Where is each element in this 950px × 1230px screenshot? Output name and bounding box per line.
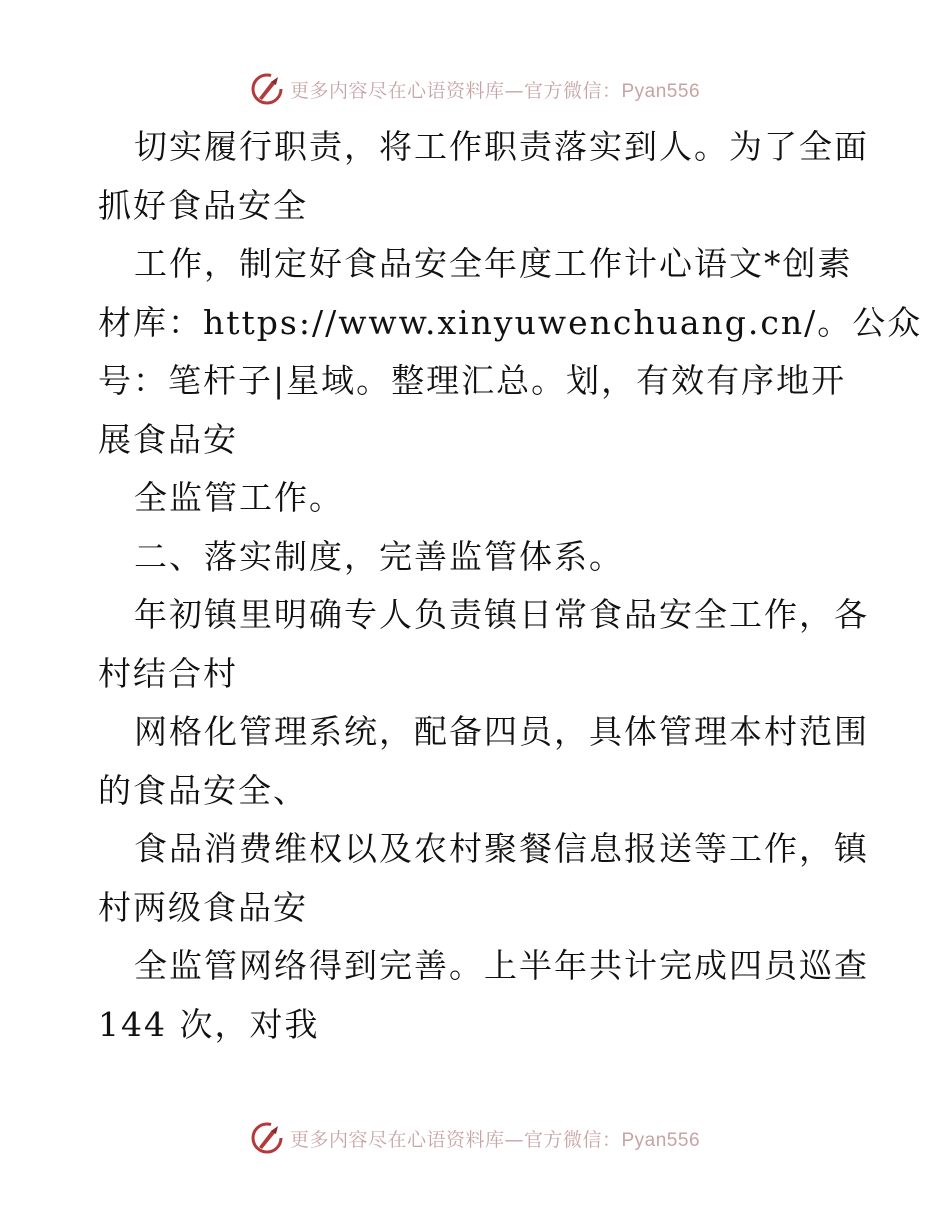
quill-logo-icon <box>250 1121 284 1155</box>
text-line: 切实履行职责，将工作职责落实到人。为了全面 <box>134 127 869 166</box>
watermark-text <box>290 76 700 103</box>
text-line: 食品消费维权以及农村聚餐信息报送等工作，镇 <box>134 829 869 868</box>
text-line: 144 次，对我 <box>98 1004 320 1044</box>
text-line: 全监管工作。 <box>134 478 344 517</box>
header-watermark <box>0 72 950 106</box>
text-line: 村结合村 <box>98 653 238 693</box>
text-line: 年初镇里明确专人负责镇日常食品安全工作，各 <box>134 595 869 634</box>
watermark-text-cn: 更多内容尽在心语资料库—官方微信： <box>289 79 622 102</box>
text-line: 抓好食品安全 <box>98 185 308 225</box>
quill-logo-icon <box>250 72 284 106</box>
text-line: 网格化管理系统，配备四员，具体管理本村范围 <box>134 712 869 751</box>
watermark-wechat-id: Pyan556 <box>621 1129 701 1151</box>
watermark-text-cn: 更多内容尽在心语资料库—官方微信： <box>289 1128 622 1151</box>
text-line: 村两级食品安 <box>98 887 308 927</box>
text-line: 工作，制定好食品安全年度工作计心语文*创素 <box>134 244 853 283</box>
footer-watermark <box>0 1121 950 1155</box>
text-line: 材库：https://www.xinyuwenchuang.cn/。公众 <box>98 302 923 342</box>
body-text <box>98 118 923 1054</box>
text-line: 展食品安 <box>98 419 238 459</box>
text-line: 二、落实制度，完善监管体系。 <box>134 536 624 576</box>
text-line: 号：笔杆子|星域。整理汇总。划，有效有序地开 <box>98 361 847 400</box>
watermark-wechat-id: Pyan556 <box>621 80 701 102</box>
watermark-text <box>290 1125 700 1152</box>
text-line: 的食品安全、 <box>98 770 308 810</box>
text-line: 全监管网络得到完善。上半年共计完成四员巡查 <box>134 946 869 985</box>
